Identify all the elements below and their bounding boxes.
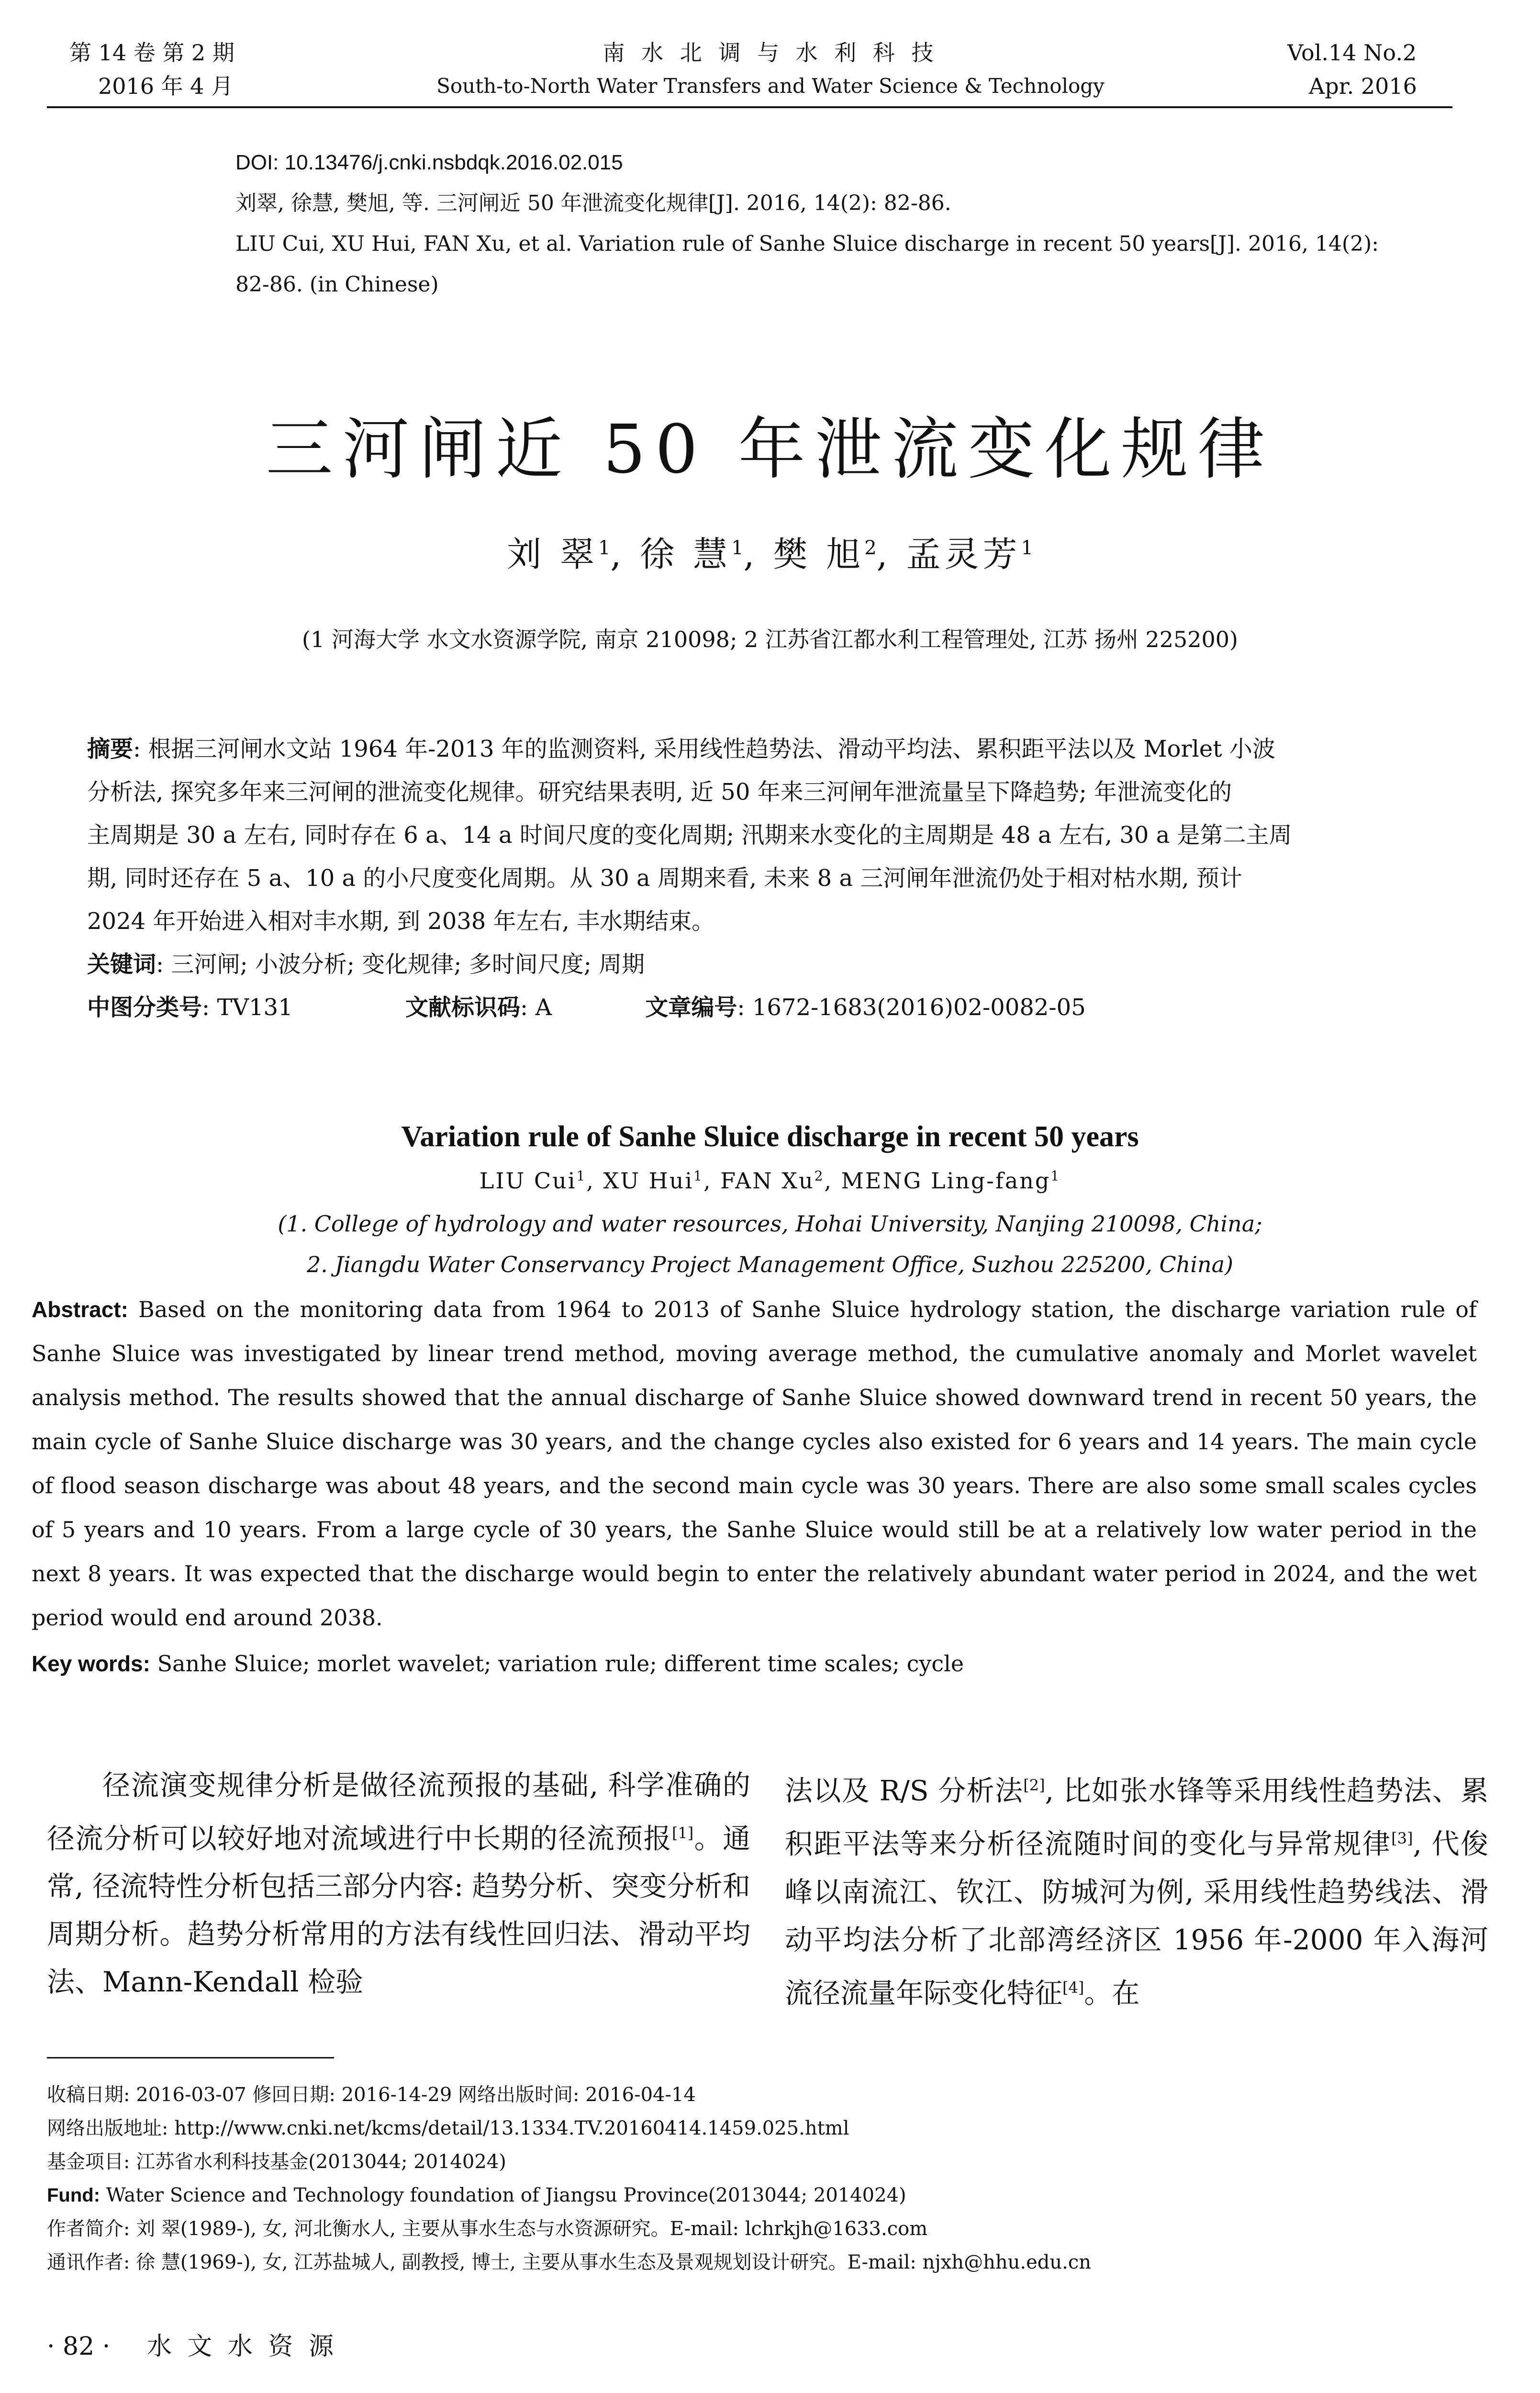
body-left-column: 径流演变规律分析是做径流预报的基础, 科学准确的径流分析可以较好地对流域进行中长期的径流预报[1]。通常, 径流特性分析包括三部分内容: 趋势分析、突变分析和周期分析。趋势分析常用的方法有线性回归法、滑动平均法、Mann-Kendall 检验 [47, 1769, 750, 1999]
header-date: 2016 年 4 月 [98, 73, 234, 99]
doi: DOI: 10.13476/j.cnki.nsbdqk.2016.02.015 [235, 151, 623, 174]
footnote-rule [47, 2057, 334, 2058]
abstract-zh-line5: 2024 年开始进入相对丰水期, 到 2038 年左右, 丰水期结束。 [87, 908, 715, 935]
footnote-author1: 作者简介: 刘 翠(1989-), 女, 河北衡水人, 主要从事水生态与水资源研究。E-mail: lchrkjh@1633.com [47, 2218, 928, 2240]
abstract-en-label: Abstract: [32, 1297, 128, 1322]
header-rule [47, 106, 1452, 108]
author-en-3: FAN Xu [720, 1168, 815, 1194]
abstract-zh-line2: 分析法, 探究多年来三河闸的泄流变化规律。研究结果表明, 近 50 年来三河闸年泄流量呈下降趋势; 年泄流变化的 [87, 779, 1232, 805]
header-volume: 第 14 卷 第 2 期 [69, 40, 234, 66]
page-number: · 82 · [47, 2332, 111, 2361]
abstract-zh-line4: 期, 同时还存在 5 a、10 a 的小尺度变化周期。从 30 a 周期来看, 未来 8 a 三河闸年泄流仍处于相对枯水期, 预计 [87, 865, 1242, 892]
keywords-en: Key words: Sanhe Sluice; morlet wavelet; variation rule; different time scales; cycle [32, 1651, 964, 1677]
footer-section: 水 文 水 资 源 [146, 2332, 337, 2361]
header-journal-zh: 南 水 北 调 与 水 利 科 技 [603, 40, 938, 66]
footnote-author2: 通讯作者: 徐 慧(1969-), 女, 江苏盐城人, 副教授, 博士, 主要从事水生态及景观规划设计研究。E-mail: njxh@hhu.edu.cn [47, 2251, 1091, 2273]
author-en-1: LIU Cui [479, 1168, 577, 1194]
citation-en-line1: LIU Cui, XU Hui, FAN Xu, et al. Variation rule of Sanhe Sluice discharge in recent 50 years[J]. 2016, 14(2): [235, 232, 1379, 256]
classification-zh: 中图分类号: TV131 文献标识码: A 文章编号: 1672-1683(2016)02-0082-05 [87, 994, 1086, 1021]
author-en-2: XU Hui [603, 1168, 694, 1194]
footnote-received: 收稿日期: 2016-03-07 修回日期: 2016-14-29 网络出版时间: 2016-04-14 [47, 2084, 696, 2106]
authors-zh: 刘 翠$^1$, 徐 慧$^1$, 樊 旭$^2$, 孟灵芳$^1$ [507, 534, 1033, 574]
footnote-url: 网络出版地址: http://www.cnki.net/kcms/detail/13.1334.TV.20160414.1459.025.html [47, 2117, 849, 2139]
abstract-zh-line1: 摘要: 根据三河闸水文站 1964 年-2013 年的监测资料, 采用线性趋势法、滑动平均法、累积距平法以及 Morlet 小波 [87, 736, 1275, 762]
abstract-zh-label: 摘要 [87, 736, 134, 762]
keywords-zh: 关键词: 三河闸; 小波分析; 变化规律; 多时间尺度; 周期 [87, 951, 645, 978]
header-journal-en: South-to-North Water Transfers and Water Science & Technology [436, 74, 1105, 98]
title-en: Variation rule of Sanhe Sluice discharge in recent 50 years [401, 1120, 1139, 1153]
author-zh-2: 徐 慧 [640, 534, 732, 574]
citation-zh: 刘翠, 徐慧, 樊旭, 等. 三河闸近 50 年泄流变化规律[J]. 2016, 14(2): 82-86. [235, 191, 951, 215]
authors-en: LIU Cui$^1$, XU Hui$^1$, FAN Xu$^2$, MENG Ling-fang$^1$ [479, 1168, 1061, 1194]
author-en-4: MENG Ling-fang [841, 1168, 1051, 1194]
author-zh-4: 孟灵芳 [906, 534, 1021, 574]
footnote-fund-zh: 基金项目: 江苏省水利科技基金(2013044; 2014024) [47, 2151, 506, 2173]
abstract-en: Abstract: Based on the monitoring data from 1964 to 2013 of Sanhe Sluice hydrology station, the discharge variation rule of Sanhe Sluice was investigated by linear trend method, moving average method, the cumulative anomaly and Morlet wavelet analysis method. The results showed that the annual discharge of Sanhe Sluice showed downward trend in recent 50 years, the main cycle of Sanhe Sluice discharge was 30 years, and the change cycles also existed for 6 years and 14 years. The main cycle of flood season discharge was about 48 years, and the second main cycle was 30 years. There are also some small scales cycles of 5 years and 10 years. From a large cycle of 30 years, the Sanhe Sluice would still be at a relatively low water period in the next 8 years. It was expected that the discharge would begin to enter the relatively abundant water period in 2024, and the wet period would end around 2038. [32, 1297, 1477, 1631]
author-zh-3: 樊 旭 [773, 534, 865, 574]
body-right-column: 法以及 R/S 分析法[2], 比如张水锋等采用线性趋势法、累积距平法等来分析径流随时间的变化与异常规律[3], 代俊峰以南流江、钦江、防城河为例, 采用线性趋势线法、滑动平均法分析了北部湾经济区 1956 年-2000 年入海河流径流量年际变化特征[4]。在 [785, 1774, 1488, 2009]
title-zh: 三河闸近 50 年泄流变化规律 [266, 411, 1274, 489]
header-date-en: Apr. 2016 [1309, 73, 1417, 99]
footnote-fund-en: Fund: Water Science and Technology foundation of Jiangsu Province(2013044; 2014024) [47, 2184, 906, 2206]
citation-en-line2: 82-86. (in Chinese) [235, 272, 439, 297]
affiliation-zh: (1 河海大学 水文水资源学院, 南京 210098; 2 江苏省江都水利工程管理处, 江苏 扬州 225200) [302, 626, 1238, 652]
affiliation-en-2: 2. Jiangdu Water Conservancy Project Management Office, Suzhou 225200, China) [307, 1252, 1233, 1277]
abstract-zh-line3: 主周期是 30 a 左右, 同时存在 6 a、14 a 时间尺度的变化周期; 汛期来水变化的主周期是 48 a 左右, 30 a 是第二主周 [87, 822, 1292, 849]
page-footer [47, 2326, 337, 2362]
affiliation-en-1: (1. College of hydrology and water resources, Hohai University, Nanjing 210098, China; [278, 1211, 1262, 1237]
header-vol-en: Vol.14 No.2 [1287, 40, 1417, 66]
author-zh-1: 刘 翠 [507, 534, 598, 574]
